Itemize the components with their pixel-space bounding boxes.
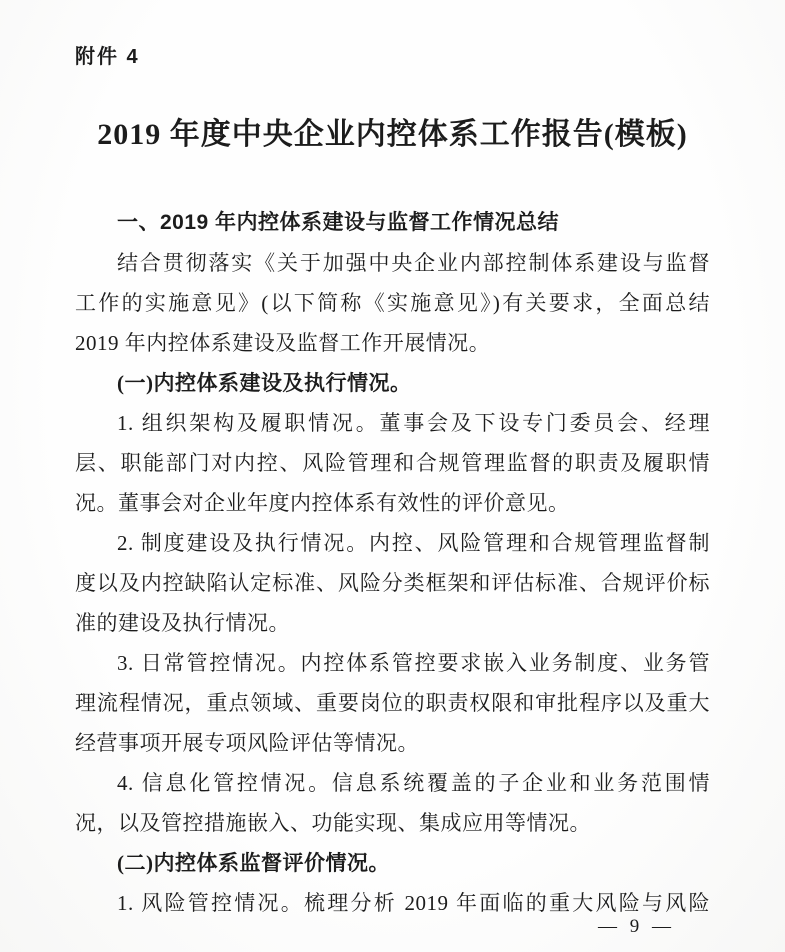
paragraph-line: 理流程情况，重点领域、重要岗位的职责权限和审批程序以及重大 [75,691,710,715]
paragraph-line: 1. 组织架构及履职情况。董事会及下设专门委员会、经理 [117,411,710,435]
paragraph-line: 经营事项开展专项风险评估等情况。 [75,731,419,755]
paragraph-line: 工作的实施意见》(以下简称《实施意见》)有关要求，全面总结 [75,291,710,315]
paragraph-line: 4. 信息化管控情况。信息系统覆盖的子企业和业务范围情 [117,771,710,795]
heading1-line: 一、2019 年内控体系建设与监督工作情况总结 [117,211,560,234]
paragraph-line: 准的建设及执行情况。 [75,611,290,635]
paragraph-line: 况。董事会对企业年度内控体系有效性的评价意见。 [75,491,570,515]
heading2-line: (二)内控体系监督评价情况。 [117,851,390,875]
paragraph-line: 度以及内控缺陷认定标准、风险分类框架和评估标准、合规评价标 [75,571,710,595]
document-body [75,203,710,923]
paragraph-line: 2. 制度建设及执行情况。内控、风险管理和合规管理监督制 [117,531,710,555]
heading2-line: (一)内控体系建设及执行情况。 [117,371,412,395]
paragraph-line: 3. 日常管控情况。内控体系管控要求嵌入业务制度、业务管 [117,651,710,675]
paragraph-line: 1. 风险管控情况。梳理分析 2019 年面临的重大风险与风险 [117,891,710,915]
page-number: — 9 — [598,916,675,937]
paragraph-line: 2019 年内控体系建设及监督工作开展情况。 [75,331,491,355]
attachment-label: 附件 4 [75,46,140,68]
paragraph-line: 结合贯彻落实《关于加强中央企业内部控制体系建设与监督 [117,251,710,275]
paragraph-line: 况，以及管控措施嵌入、功能实现、集成应用等情况。 [75,811,591,835]
document-title: 2019 年度中央企业内控体系工作报告(模板) [97,118,688,151]
paragraph-line: 层、职能部门对内控、风险管理和合规管理监督的职责及履职情 [75,451,710,475]
